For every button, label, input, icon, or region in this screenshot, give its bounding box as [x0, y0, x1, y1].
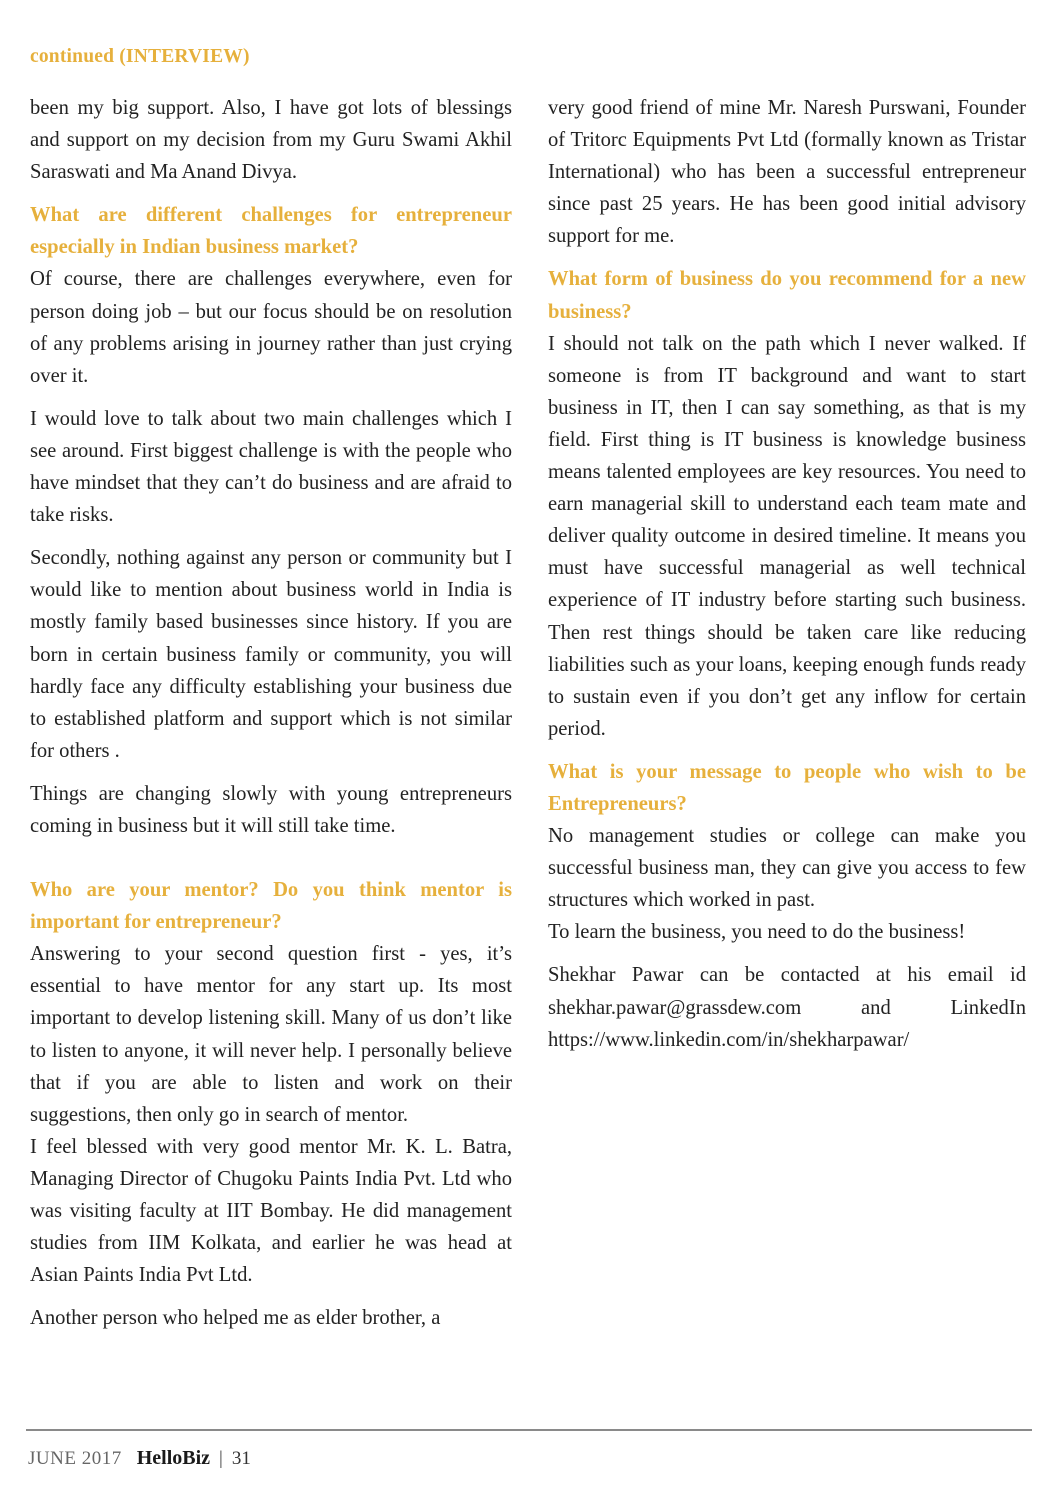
challenges-paragraph-2: I would love to talk about two main challenges which I see around. First biggest challenge is with the people who have mindset that they can’t do business and are afraid to take risks. [30, 407, 512, 527]
question-message: What is your message to people who wish to be Entrepreneurs? [548, 760, 1026, 815]
right-column [548, 92, 1026, 1067]
spacer [30, 853, 512, 874]
challenges-paragraph-3: Secondly, nothing against any person or community but I would like to mention about business world in India is mostly family based businesses since history. If you are born in certain business family or community, you will hardly face any difficulty establishing your business due to established platform and support which is not similar for others . [30, 547, 512, 762]
mentor-paragraph-3: Another person who helped me as elder brother, a [30, 1307, 441, 1330]
challenges-paragraph-4: Things are changing slowly with young entrepreneurs coming in business but it will still take time. [30, 782, 512, 837]
footer-date: JUNE 2017 [28, 1448, 122, 1469]
left-column [30, 92, 512, 1345]
challenges-paragraph-1: Of course, there are challenges everywhere, even for person doing job – but our focus should be on resolution of any problems arising in journey rather than just crying over it. [30, 268, 512, 387]
mentor-paragraph-1: Answering to your second question first - yes, it’s essential to have mentor for any start up. Its most important to develop listening skill. Many of us don’t like to listen to anyone, it will never help. I personally believe that if you are able to listen and work on their suggestions, then only go in search of mentor. [30, 943, 512, 1126]
mentor-paragraph-continued: very good friend of mine Mr. Naresh Purswani, Founder of Tritorc Equipments Pvt Ltd (formally known as Tristar International) who has been a successful entrepreneur since past 25 years. He has been good initial advisory support for me. [548, 97, 1026, 248]
footer-divider [26, 1429, 1032, 1431]
section-label: continued (INTERVIEW) [30, 46, 250, 67]
contact-paragraph: Shekhar Pawar can be contacted at his email id shekhar.pawar@grassdew.com and LinkedIn https://www.linkedin.com/in/shekharpawar/ [548, 964, 1026, 1051]
question-challenges: What are different challenges for entrepreneur especially in Indian business market? [30, 204, 512, 259]
footer [28, 1447, 251, 1470]
message-paragraph-1: No management studies or college can make you successful business man, they can give you access to few structures which worked in past. [548, 825, 1026, 912]
business-form-paragraph: I should not talk on the path which I never walked. If someone is from IT background and want to start business in IT, then I can say something, as that is my field. First thing is IT business is knowledge business means talented employees are key resources. You need to earn managerial skill to understand each team mate and deliver quality outcome in desired timeline. It means you must have successful managerial as well technical experience of IT industry before starting such business. Then rest things should be taken care like reducing liabilities such as your loans, keeping enough funds ready to sustain even if you don’t get any inflow for certain period. [548, 332, 1026, 740]
question-mentor: Who are your mentor? Do you think mentor is important for entrepreneur? [30, 879, 512, 934]
footer-brand-logo: HelloBiz [136, 1447, 211, 1469]
question-business-form: What form of business do you recommend for a new business? [548, 268, 1026, 323]
footer-separator: | [219, 1448, 223, 1469]
mentor-paragraph-2: I feel blessed with very good mentor Mr. K. L. Batra, Managing Director of Chugoku Paints India Pvt. Ltd who was visiting faculty at IIT Bombay. He did management studies from IIM Kolkata, and earlier he was head at Asian Paints India Pvt Ltd. [30, 1135, 512, 1287]
intro-paragraph: been my big support. Also, I have got lots of blessings and support on my decision from my Guru Swami Akhil Saraswati and Ma Anand Divya. [30, 97, 512, 184]
page-number: 31 [231, 1448, 251, 1469]
message-paragraph-2: To learn the business, you need to do the business! [548, 921, 966, 944]
